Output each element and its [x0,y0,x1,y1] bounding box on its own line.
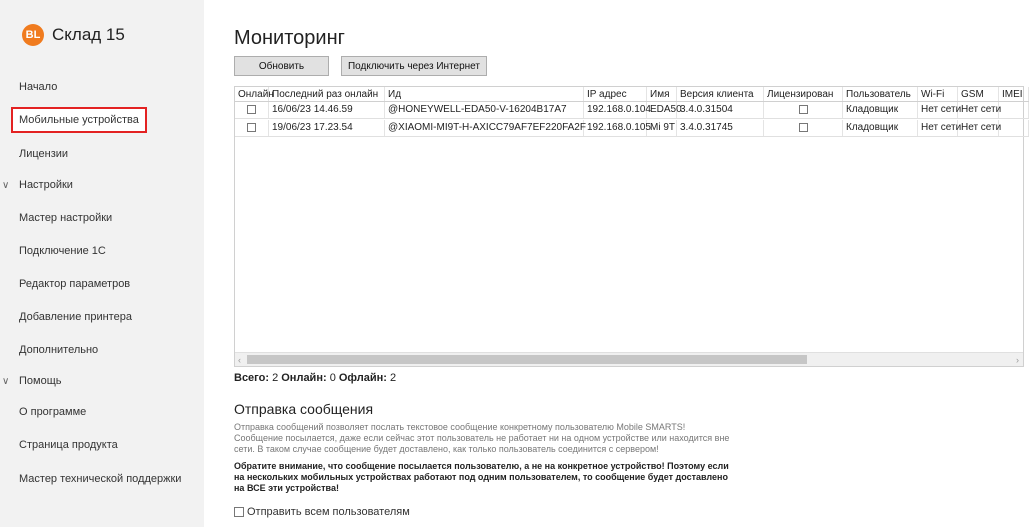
column-header-gsm[interactable]: GSM [958,87,999,101]
sidebar-group-help[interactable] [0,369,204,393]
total-value: 2 [272,372,279,384]
gsm-cell: Нет сети [958,120,999,136]
licensed-checkbox[interactable] [764,102,843,118]
column-header-licensed[interactable]: Лицензирован [764,87,843,101]
column-header-user[interactable]: Пользователь [843,87,918,101]
sidebar-item-label: Помощь [19,375,62,387]
name-cell: EDA50 [647,102,677,118]
horizontal-scrollbar[interactable] [235,352,1023,366]
sidebar-item-licenses[interactable] [0,142,204,166]
ip-cell: 192.168.0.104 [584,102,647,118]
sidebar-item-label: Страница продукта [19,439,118,451]
wifi-cell: Нет сети [918,120,958,136]
sidebar-item-label: Мастер настройки [19,212,113,224]
connect-internet-button[interactable]: Подключить через Интернет [341,56,487,76]
sidebar-item-label: Дополнительно [19,344,99,356]
page-title: Мониторинг [234,27,345,49]
sidebar-item-mobile-devices[interactable] [0,108,204,132]
sidebar-item-label: Мастер технической поддержки [19,473,182,485]
user-cell: Кладовщик [843,102,918,118]
wifi-cell: Нет сети [918,102,958,118]
logo-icon: BL [22,24,44,46]
column-header-last-online[interactable]: Последний раз онлайн [269,87,385,101]
sidebar-item-add-printer[interactable] [0,305,204,329]
sidebar-item-label: Мобильные устройства [11,107,147,133]
last-online-cell: 16/06/23 14.46.59 [269,102,385,118]
column-header-client-version[interactable]: Версия клиента [677,87,764,101]
message-section-title: Отправка сообщения [234,401,374,417]
version-cell: 3.4.0.31745 [677,120,764,136]
sidebar-item-setup-wizard[interactable] [0,206,204,230]
online-checkbox[interactable] [235,120,269,136]
column-header-wifi[interactable]: Wi-Fi [918,87,958,101]
last-online-cell: 19/06/23 17.23.54 [269,120,385,136]
sidebar-item-label: Настройки [19,179,73,191]
sidebar-item-about[interactable] [0,400,204,424]
online-value: 0 [329,372,336,384]
gsm-cell: Нет сети [958,102,999,118]
table-row[interactable] [235,120,1029,137]
chevron-down-icon: ∨ [2,179,10,191]
table-header [235,87,1029,102]
send-all-checkbox[interactable] [234,506,410,518]
id-cell: @XIAOMI-MI9T-H-AXICC79AF7EF220FA2F [385,120,584,136]
sidebar-item-home[interactable] [0,75,204,99]
imei-cell [999,120,1029,136]
offline-label: Офлайн: [338,372,387,384]
scroll-right-icon[interactable]: › [1016,355,1019,365]
ip-cell: 192.168.0.105 [584,120,647,136]
message-warning: Обратите внимание, что сообщение посылается пользователю, а не на конкретное устройство! Поэтому если на нескольких мобильных устройствах работают под одним пользователем, то сообщение будет доставлено на ВСЕ эти устройства! [234,461,729,493]
sidebar-item-1c-connection[interactable] [0,239,204,263]
message-description: Отправка сообщений позволяет послать текстовое сообщение конкретному пользователю Mobile SMARTS! Сообщение посылается, даже если сейчас этот пользователь не работает ни на одном устройстве или находится вне сети. В таком случае сообщение будет доставлено, как только пользователь соединится с сервером! [234,422,730,454]
checkbox-box[interactable] [234,507,244,517]
imei-cell [999,102,1029,118]
table-row[interactable] [235,102,1029,119]
sidebar-group-settings[interactable] [0,173,204,197]
column-header-online[interactable]: Онлайн [235,87,269,101]
refresh-button[interactable]: Обновить [234,56,329,76]
column-header-imei[interactable]: IMEI [999,87,1029,101]
device-totals [234,372,396,384]
sidebar-item-label: Лицензии [19,148,69,160]
sidebar-item-label: Подключение 1С [19,245,106,257]
name-cell: Mi 9T [647,120,677,136]
version-cell: 3.4.0.31504 [677,102,764,118]
sidebar-item-label: Начало [19,81,58,93]
sidebar [0,0,204,527]
column-header-id[interactable]: Ид [385,87,584,101]
sidebar-item-label: Редактор параметров [19,278,131,290]
id-cell: @HONEYWELL-EDA50-V-16204B17A7 [385,102,584,118]
sidebar-item-label: Добавление принтера [19,311,132,323]
devices-table [234,86,1024,367]
app-title: Склад 15 [52,25,125,44]
sidebar-item-parameter-editor[interactable] [0,272,204,296]
scroll-left-icon[interactable]: ‹ [238,355,241,365]
sidebar-item-additional[interactable] [0,338,204,362]
sidebar-item-product-page[interactable] [0,433,204,457]
chevron-down-icon: ∨ [2,375,10,387]
online-checkbox[interactable] [235,102,269,118]
send-all-label: Отправить всем пользователям [247,506,410,518]
sidebar-item-label: О программе [19,406,87,418]
sidebar-item-support-wizard[interactable] [0,467,204,491]
scrollbar-thumb[interactable] [247,355,807,364]
user-cell: Кладовщик [843,120,918,136]
offline-value: 2 [390,372,397,384]
column-header-name[interactable]: Имя [647,87,677,101]
licensed-checkbox[interactable] [764,120,843,136]
column-header-ip[interactable]: IP адрес [584,87,647,101]
app-logo [22,24,125,46]
total-label: Всего: [234,372,269,384]
online-label: Онлайн: [281,372,327,384]
